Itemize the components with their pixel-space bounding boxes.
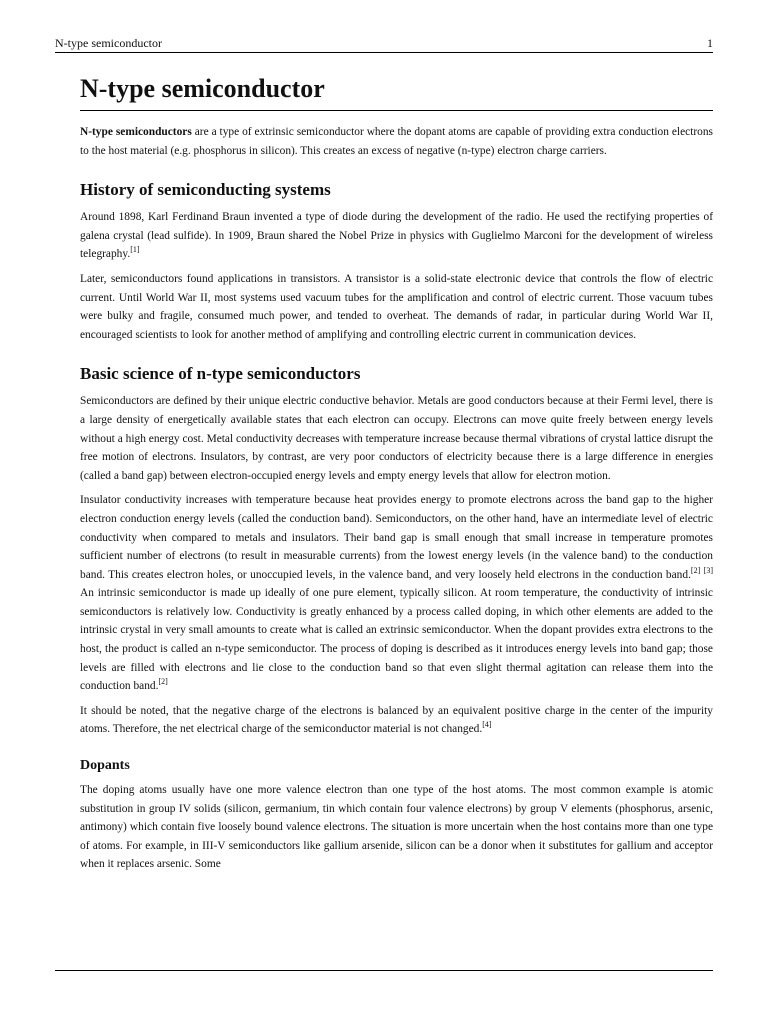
citation-link[interactable]: [1]	[130, 245, 140, 255]
section-heading-basic-science: Basic science of n-type semiconductors	[80, 364, 361, 384]
dopants-paragraph-1: The doping atoms usually have one more valence electron than one type of the host atoms. The most common example is atomic substitution in group IV solids (silicon, germanium, tin which contain four valence electrons) by group V elements (phosphorus, arsenic, antimony) which contain five loosely bound valence electrons. The situation is more uncertain when the host contains more than one type of atoms. For example, in III-V semiconductors like gallium arsenide, silicon can be a donor when it substitutes for gallium and acceptor when it replaces arsenic. Some	[80, 784, 713, 871]
basic-paragraph-2	[80, 491, 713, 696]
basic-p3-text: It should be noted, that the negative charge of the electrons is balanced by an equivalent positive charge in the center of the impurity atoms. Therefore, the net electrical charge of the semiconductor material is not changed.	[80, 704, 713, 736]
citation-link[interactable]: [3]	[703, 565, 713, 575]
footer-rule	[55, 970, 713, 971]
basic-paragraph-3	[80, 702, 713, 739]
basic-p2a-text: Insulator conductivity increases with temperature because heat provides energy to promote electrons across the band gap to the higher electron conduction energy levels (called the conduction band). Semiconductors, on the other hand, have an intermediate level of electric conductivity when compared to metals and insulators. Their band gap is small enough that small increase in temperature promotes sufficient number of electrons (to result in measurable currents) from the lowest energy levels (in the valence band) to the conduction band. This creates electron holes, or unoccupied levels, in the valence band, and very loosely held electrons in the conduction band.	[80, 494, 713, 581]
citation-link[interactable]: [2]	[690, 565, 701, 575]
history-paragraph-1	[80, 208, 713, 264]
history-p1-text: Around 1898, Karl Ferdinand Braun invented a type of diode during the development of the radio. He used the rectifying properties of galena crystal (lead sulfide). In 1909, Braun shared the Nobel Prize in physics with Guglielmo Marconi for the development of wireless telegraphy.	[80, 211, 713, 261]
intro-paragraph	[80, 123, 713, 160]
basic-paragraph-1: Semiconductors are defined by their unique electric conductive behavior. Metals are good conductors because at their Fermi level, there is a large density of energetically available states that each electron can occupy. Electrons can move quite freely between energy levels without a high energy cost. Metal conductivity decreases with temperature increase because thermal vibrations of crystal lattice disrupt the free motion of electrons. Insulators, by contrast, are very poor conductors of electricity because there is a large difference in energies (called a band gap) between electron-occupied energy levels and empty energy levels that allow for electron motion.	[80, 395, 713, 482]
running-title: N-type semiconductor	[55, 36, 162, 50]
subsection-heading-dopants: Dopants	[80, 758, 130, 774]
section-heading-history: History of semiconducting systems	[80, 180, 331, 200]
history-paragraph-2: Later, semiconductors found applications in transistors. A transistor is a solid-state electronic device that controls the flow of electric current. Until World War II, most systems used vacuum tubes for the amplification and control of electric current. Those vacuum tubes were bulky and fragile, consumed much power, and tended to overheat. The demands of radar, in particular during World War II, encouraged scientists to look for another method of amplifying and controlling electric current in communication devices.	[80, 272, 713, 341]
intro-text: are a type of extrinsic semiconductor where the dopant atoms are capable of providing extra conduction electrons to the host material (e.g. phosphorus in silicon). This creates an excess of negative (n-type) electron charge carriers.	[80, 126, 713, 157]
page-title: N-type semiconductor	[80, 72, 713, 111]
basic-p2b-text: An intrinsic semiconductor is made up ideally of one pure element, typically silicon. At room temperature, the conductivity of intrinsic semiconductors is relatively low. Conductivity is greatly enhanced by a process called doping, in which other elements are added to the intrinsic crystal in very small amounts to create what is called an extrinsic semiconductor. When the dopant provides extra electrons to the host, the product is called an n-type semiconductor. The process of doping is described as it introduces energy levels into band gap; those levels are filled with electrons and lie close to the conduction band so that even slight thermal agitation can release them into the conduction band.	[80, 587, 713, 693]
running-header	[55, 36, 713, 53]
intro-bold-term: N-type semiconductors	[80, 126, 192, 138]
page-number: 1	[707, 36, 713, 50]
citation-link[interactable]: [2]	[158, 677, 168, 687]
article-body	[80, 72, 713, 880]
citation-link[interactable]: [4]	[482, 720, 492, 730]
